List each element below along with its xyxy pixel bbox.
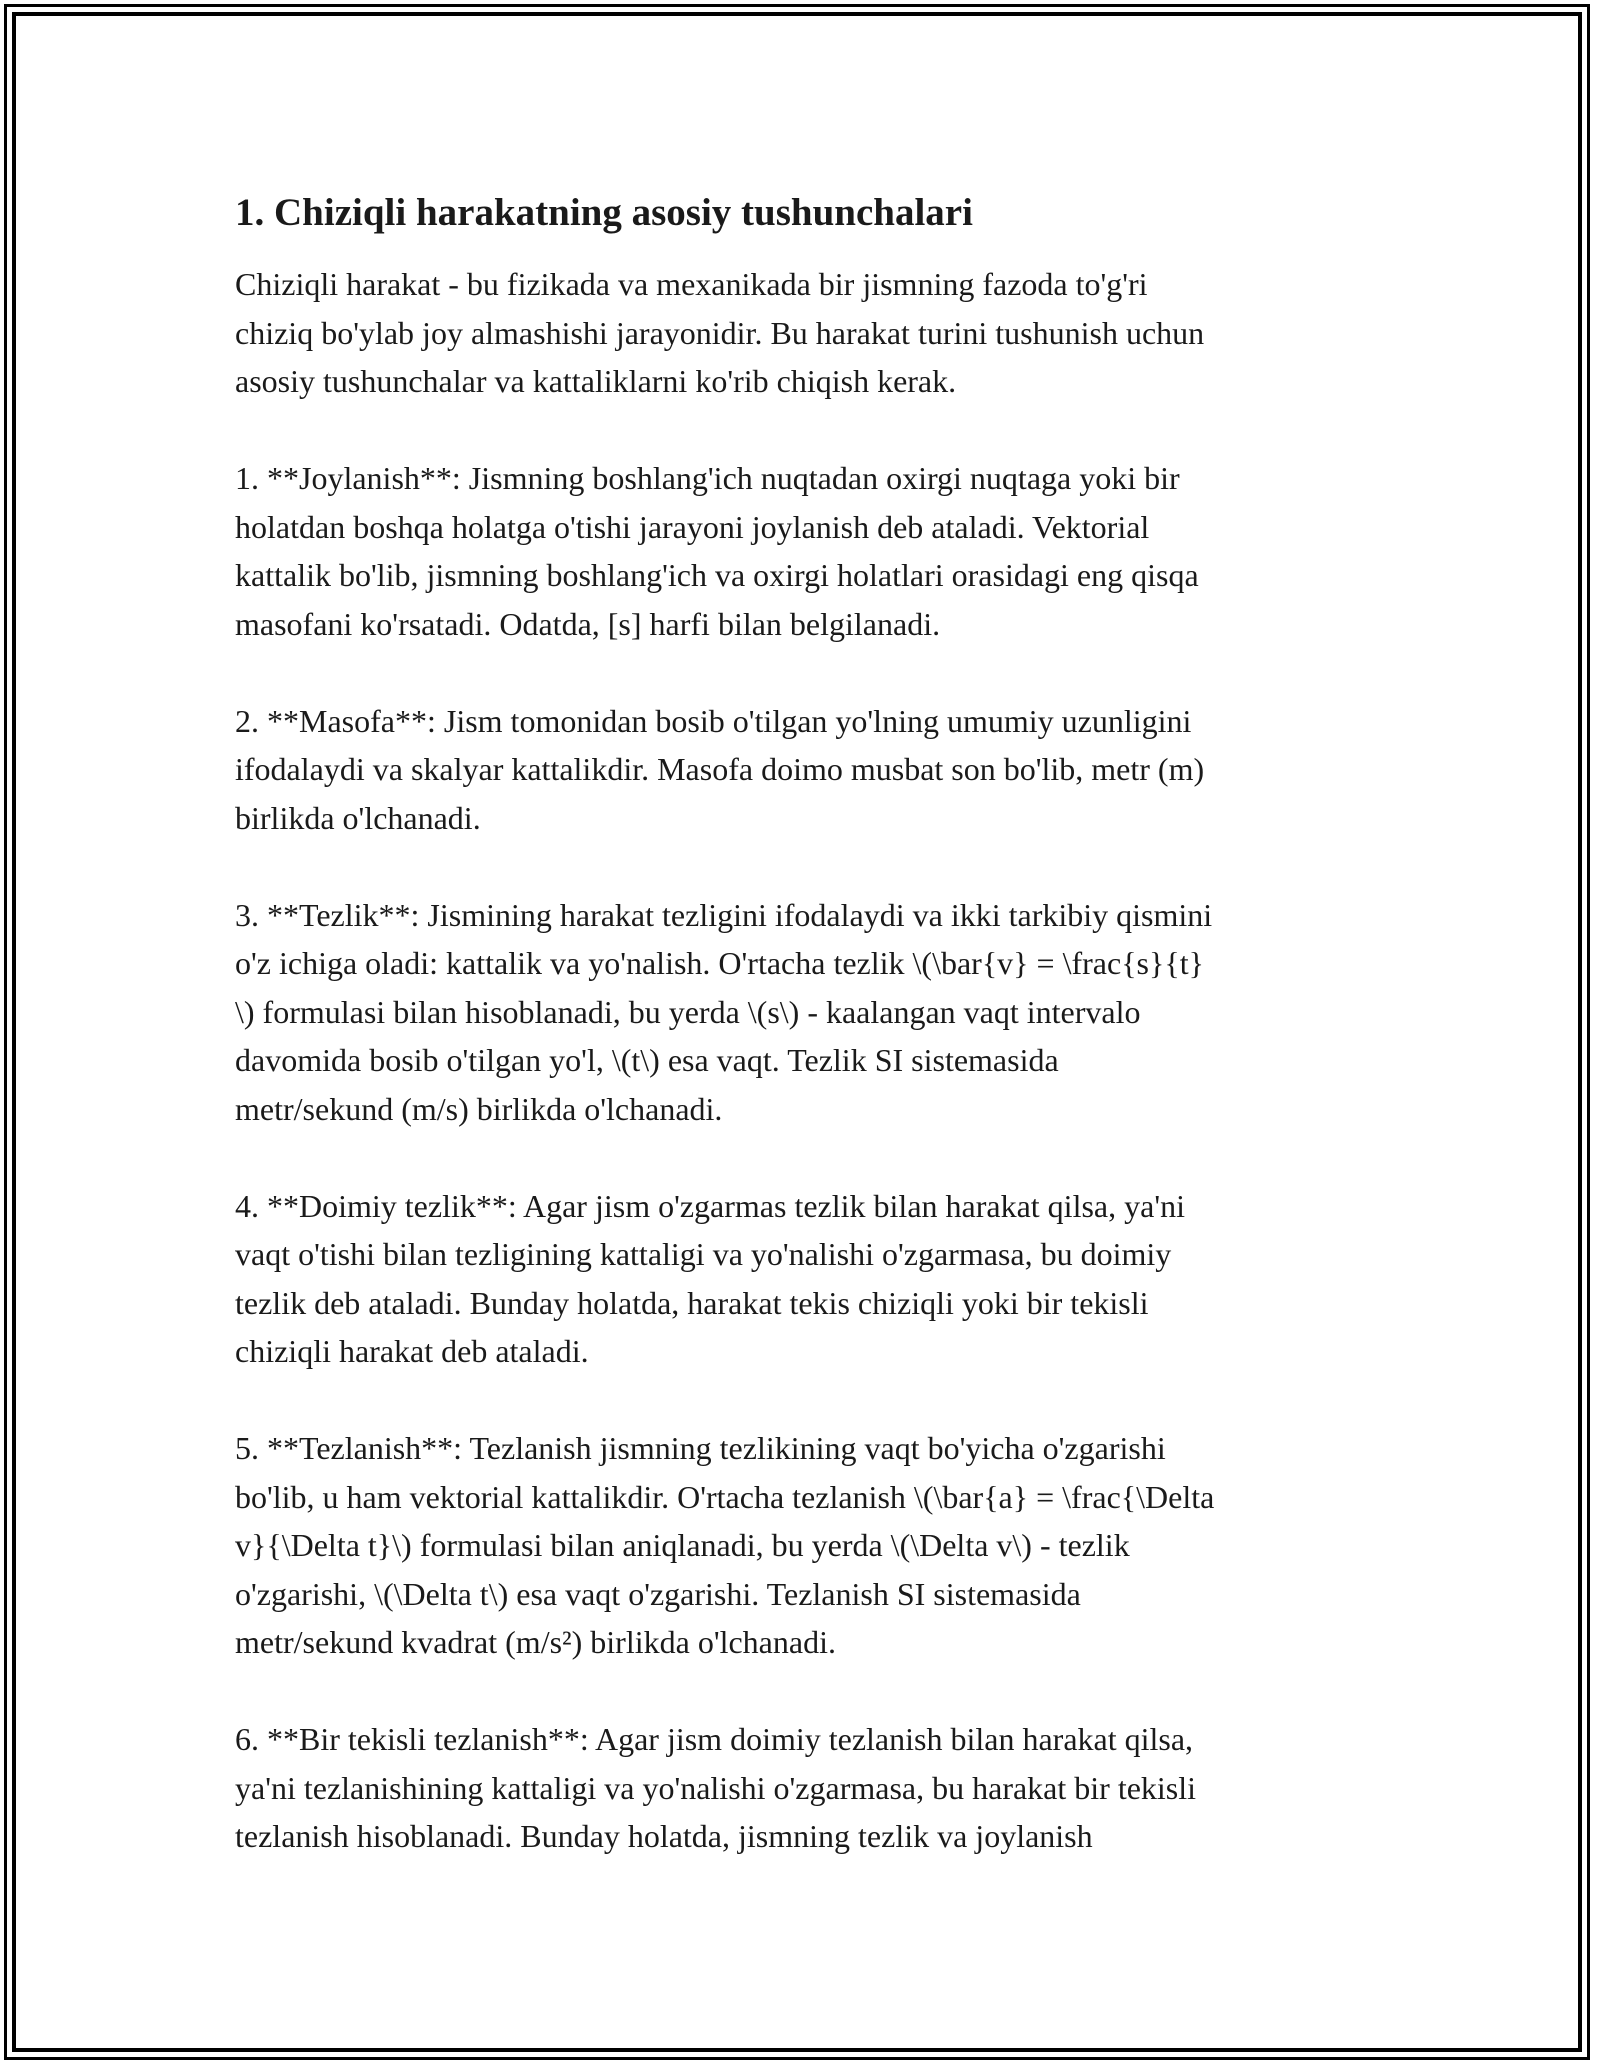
paragraph-bir-tekisli-tezlanish <box>235 1715 1365 1861</box>
text-line: chiziqli harakat deb ataladi. <box>235 1333 589 1369</box>
text-line: 1. **Joylanish**: Jismning boshlang'ich nuqtadan oxirgi nuqtaga yoki bir <box>235 460 1180 496</box>
paragraph-tezlik <box>235 891 1365 1134</box>
section-heading: 1. Chiziqli harakatning asosiy tushunchalari <box>235 191 973 234</box>
paragraph-joylanish <box>235 454 1365 648</box>
paragraph-masofa <box>235 697 1365 843</box>
text-line: metr/sekund kvadrat (m/s²) birlikda o'lchanadi. <box>235 1624 836 1660</box>
text-line: holatdan boshqa holatga o'tishi jarayoni joylanish deb ataladi. Vektorial <box>235 508 1150 545</box>
text-line: v}{\Delta t}\) formulasi bilan aniqlanadi, bu yerda \(\Delta v\) - tezlik <box>235 1527 1130 1563</box>
paragraph-doimiy-tezlik <box>235 1182 1365 1376</box>
text-line: tezlik deb ataladi. Bunday holatda, harakat tekis chiziqli yoki bir tekisli <box>235 1284 1149 1321</box>
text-line: o'z ichiga oladi: kattalik va yo'nalish. O'rtacha tezlik \(\bar{v} = \frac{s}{t} <box>235 945 1204 981</box>
text-line: ya'ni tezlanishining kattaligi va yo'nalishi o'zgarmasa, bu harakat bir tekisli <box>235 1769 1197 1806</box>
text-line: tezlanish hisoblanadi. Bunday holatda, jismning tezlik va joylanish <box>235 1818 1093 1854</box>
text-line: vaqt o'tishi bilan tezligining kattaligi va yo'nalishi o'zgarmasa, bu doimiy <box>235 1236 1172 1272</box>
text-line: metr/sekund (m/s) birlikda o'lchanadi. <box>235 1090 723 1127</box>
text-line: 3. **Tezlik**: Jismining harakat tezligini ifodalaydi va ikki tarkibiy qismini <box>235 896 1213 933</box>
document-body <box>235 188 1365 1909</box>
text-line: asosiy tushunchalar va kattaliklarni ko'rib chiqish kerak. <box>235 363 957 399</box>
text-line: ifodalaydi va skalyar kattalikdir. Masofa doimo musbat son bo'lib, metr (m) <box>235 751 1205 787</box>
text-line: bo'lib, u ham vektorial kattalikdir. O'rtacha tezlanish \(\bar{a} = \frac{\Delta <box>235 1478 1215 1515</box>
text-line: 5. **Tezlanish**: Tezlanish jismning tezlikining vaqt bo'yicha o'zgarishi <box>235 1430 1166 1466</box>
text-line: kattalik bo'lib, jismning boshlang'ich va oxirgi holatlari orasidagi eng qisqa <box>235 557 1199 593</box>
text-line: 2. **Masofa**: Jism tomonidan bosib o'tilgan yo'lning umumiy uzunligini <box>235 702 1192 739</box>
text-line: Chiziqli harakat - bu fizikada va mexanikada bir jismning fazoda to'g'ri <box>235 266 1148 302</box>
text-line: chiziq bo'ylab joy almashishi jarayonidir. Bu harakat turini tushunish uchun <box>235 314 1205 351</box>
text-line: o'zgarishi, \(\Delta t\) esa vaqt o'zgarishi. Tezlanish SI sistemasida <box>235 1575 1081 1612</box>
text-line: \) formulasi bilan hisoblanadi, bu yerda \(s\) - kaalangan vaqt intervalo <box>235 993 1141 1030</box>
text-line: birlikda o'lchanadi. <box>235 799 481 836</box>
paragraph-tezlanish <box>235 1424 1365 1667</box>
text-line: 4. **Doimiy tezlik**: Agar jism o'zgarmas tezlik bilan harakat qilsa, ya'ni <box>235 1187 1185 1224</box>
text-line: davomida bosib o'tilgan yo'l, \(t\) esa vaqt. Tezlik SI sistemasida <box>235 1042 1059 1078</box>
text-line: 6. **Bir tekisli tezlanish**: Agar jism doimiy tezlanish bilan harakat qilsa, <box>235 1721 1194 1757</box>
paragraph-intro <box>235 260 1365 406</box>
text-line: masofani ko'rsatadi. Odatda, [s] harfi bilan belgilanadi. <box>235 605 941 642</box>
